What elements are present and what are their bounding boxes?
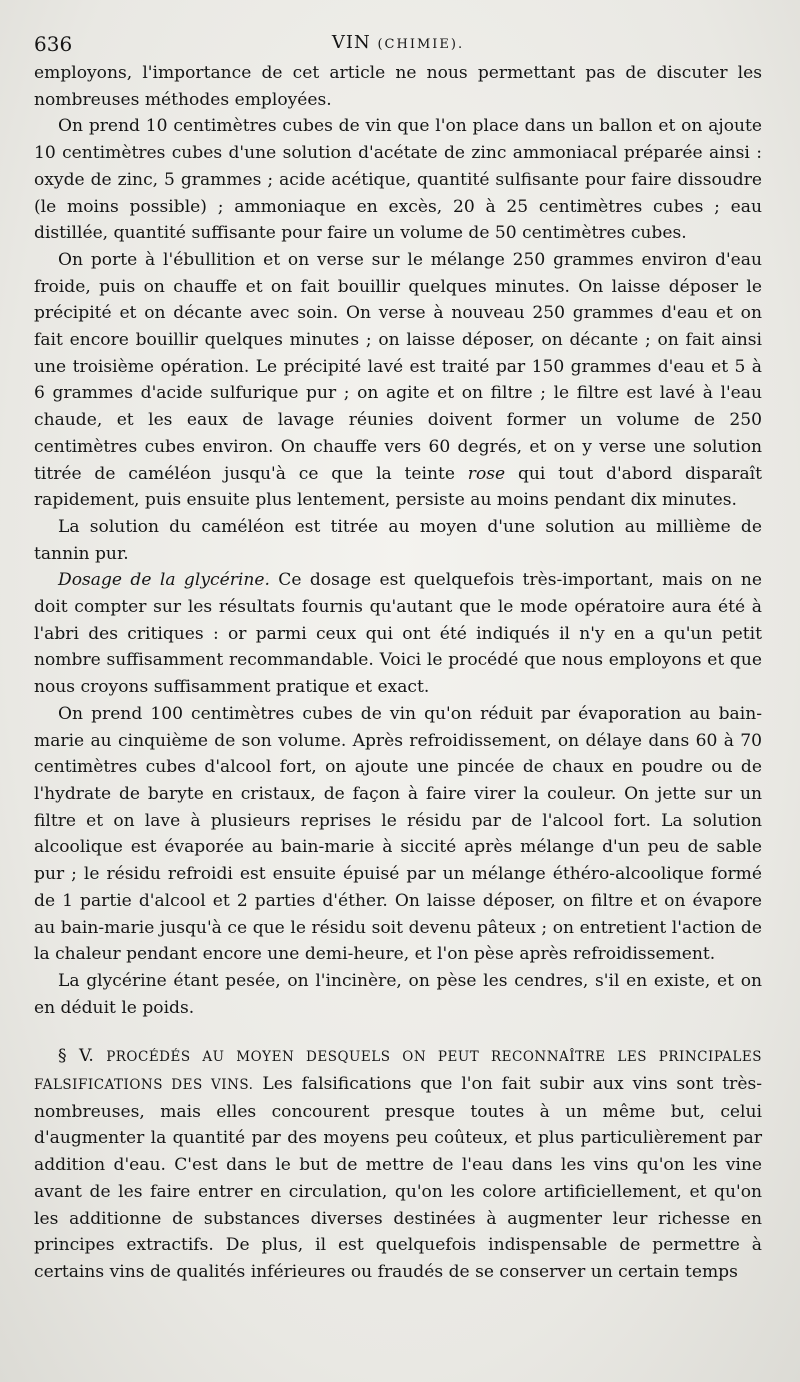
procedure-text-after: qui tout d'abord disparaît rapidement, puis ensuite plus lentement, persiste au moins pendant dix minutes. xyxy=(34,463,762,511)
paragraph-glycerin-intro xyxy=(34,567,762,701)
running-title-main: VIN xyxy=(331,32,371,53)
page-number: 636 xyxy=(34,32,73,56)
paragraph-continuation: employons, l'importance de cet article ne nous permettant pas de discuter les nombreuses méthodes employées. xyxy=(34,63,762,110)
section-number: V. xyxy=(78,1046,94,1067)
section-sign: § xyxy=(58,1046,67,1067)
paragraph-titration-procedure xyxy=(34,247,762,514)
paragraph-reagent-preparation: On prend 10 centimètres cubes de vin que l'on place dans un ballon et on ajoute 10 centimètres cubes d'une solution d'acétate de zinc ammoniacal préparée ainsi : oxyde de zinc, 5 grammes ; acide acétique, quantité sulfisante pour faire dissoudre (le moins possible) ; ammoniaque en excès, 20 à 25 centimètres cubes ; eau distillée, quantité suffisante pour faire un volume de 50 centimètres cubes. xyxy=(34,116,762,244)
paragraph-chameleon-solution: La solution du caméléon est titrée au moyen d'une solution au millième de tannin pur. xyxy=(34,516,762,564)
section-gap xyxy=(34,1021,762,1043)
glycerin-subheading: Dosage de la glycérine. xyxy=(58,570,270,591)
section-text: Les falsifications que l'on fait subir aux vins sont très-nombreuses, mais elles concourent presque toutes à un même but, celui d'augmenter la quantité par des moyens peu coûteux, et plus particulièrement par addition d'eau. C'est dans le but de mettre de l'eau dans les vins qu'on les vine avant de les faire entrer en circulation, qu'on les colore artificiellement, et qu'on les additionne de substances diverses destinées à augmenter leur richesse en principes extractifs. De plus, il est quelquefois indispensable de permettre à certains vins de qualités inférieures ou fraudés de se conserver un certain temps xyxy=(34,1074,762,1282)
page-header xyxy=(34,26,762,60)
running-title-sub: (CHIMIE). xyxy=(377,37,465,52)
section-heading: PROCÉDÉS AU MOYEN DESQUELS ON PEUT RECONNAÎTRE LES PRINCIPALES FALSIFICATIONS DES VINS. xyxy=(34,1049,762,1094)
procedure-text-before: On porte à l'ébullition et on verse sur le mélange 250 grammes environ d'eau froide, puis on chauffe et on fait bouillir quelques minutes. On laisse déposer le précipité et on décante avec soin. On verse à nouveau 250 grammes d'eau et on fait encore bouillir quelques minutes ; on laisse déposer, on décante ; on fait ainsi une troisième opération. Le précipité lavé est traité par 150 grammes d'eau et 5 à 6 grammes d'acide sulfurique pur ; on agite et on filtre ; le filtre est lavé à l'eau chaude, et les eaux de lavage réunies doivent former un volume de 250 centimètres cubes environ. On chauffe vers 60 degrés, et on y verse une solution titrée de caméléon jusqu'à ce que la teinte xyxy=(34,249,762,484)
paragraph-glycerin-procedure: On prend 100 centimètres cubes de vin qu'on réduit par évaporation au bain-marie au cinquième de son volume. Après refroidissement, on délaye dans 60 à 70 centimètres cubes d'alcool fort, on ajoute une pincée de chaux en poudre ou de l'hydrate de baryte en cristaux, de façon à faire virer la couleur. On jette sur un filtre et on lave à plusieurs reprises le résidu par de l'alcool fort. La solution alcoolique est évaporée au bain-marie à siccité après mélange d'un peu de sable pur ; le résidu refroidi est ensuite épuisé par un mélange éthéro-alcoolique formé de 1 partie d'alcool et 2 parties d'éther. On laisse déposer, on filtre et on évapore au bain-marie jusqu'à ce que le résidu soit devenu pâteux ; on entretient l'action de la chaleur pendant encore une demi-heure, et l'on pèse après refroidissement. xyxy=(34,703,762,965)
procedure-italic-word: rose xyxy=(467,463,506,484)
body-text xyxy=(34,60,762,1286)
section-v-paragraph xyxy=(34,1043,762,1285)
glycerin-intro-text: Ce dosage est quelquefois très-important, mais on ne doit compter sur les résultats fournis qu'autant que le mode opératoire aura été à l'abri des critiques : or parmi ceux qui ont été indiqués il n'y en a qu'un petit nombre suffisamment recommandable. Voici le procédé que nous employons et que nous croyons suffisamment pratique et exact. xyxy=(34,570,762,698)
running-title xyxy=(34,32,762,53)
paragraph-glycerin-weighing: La glycérine étant pesée, on l'incinère, on pèse les cendres, s'il en existe, et on en déduit le poids. xyxy=(34,970,762,1018)
